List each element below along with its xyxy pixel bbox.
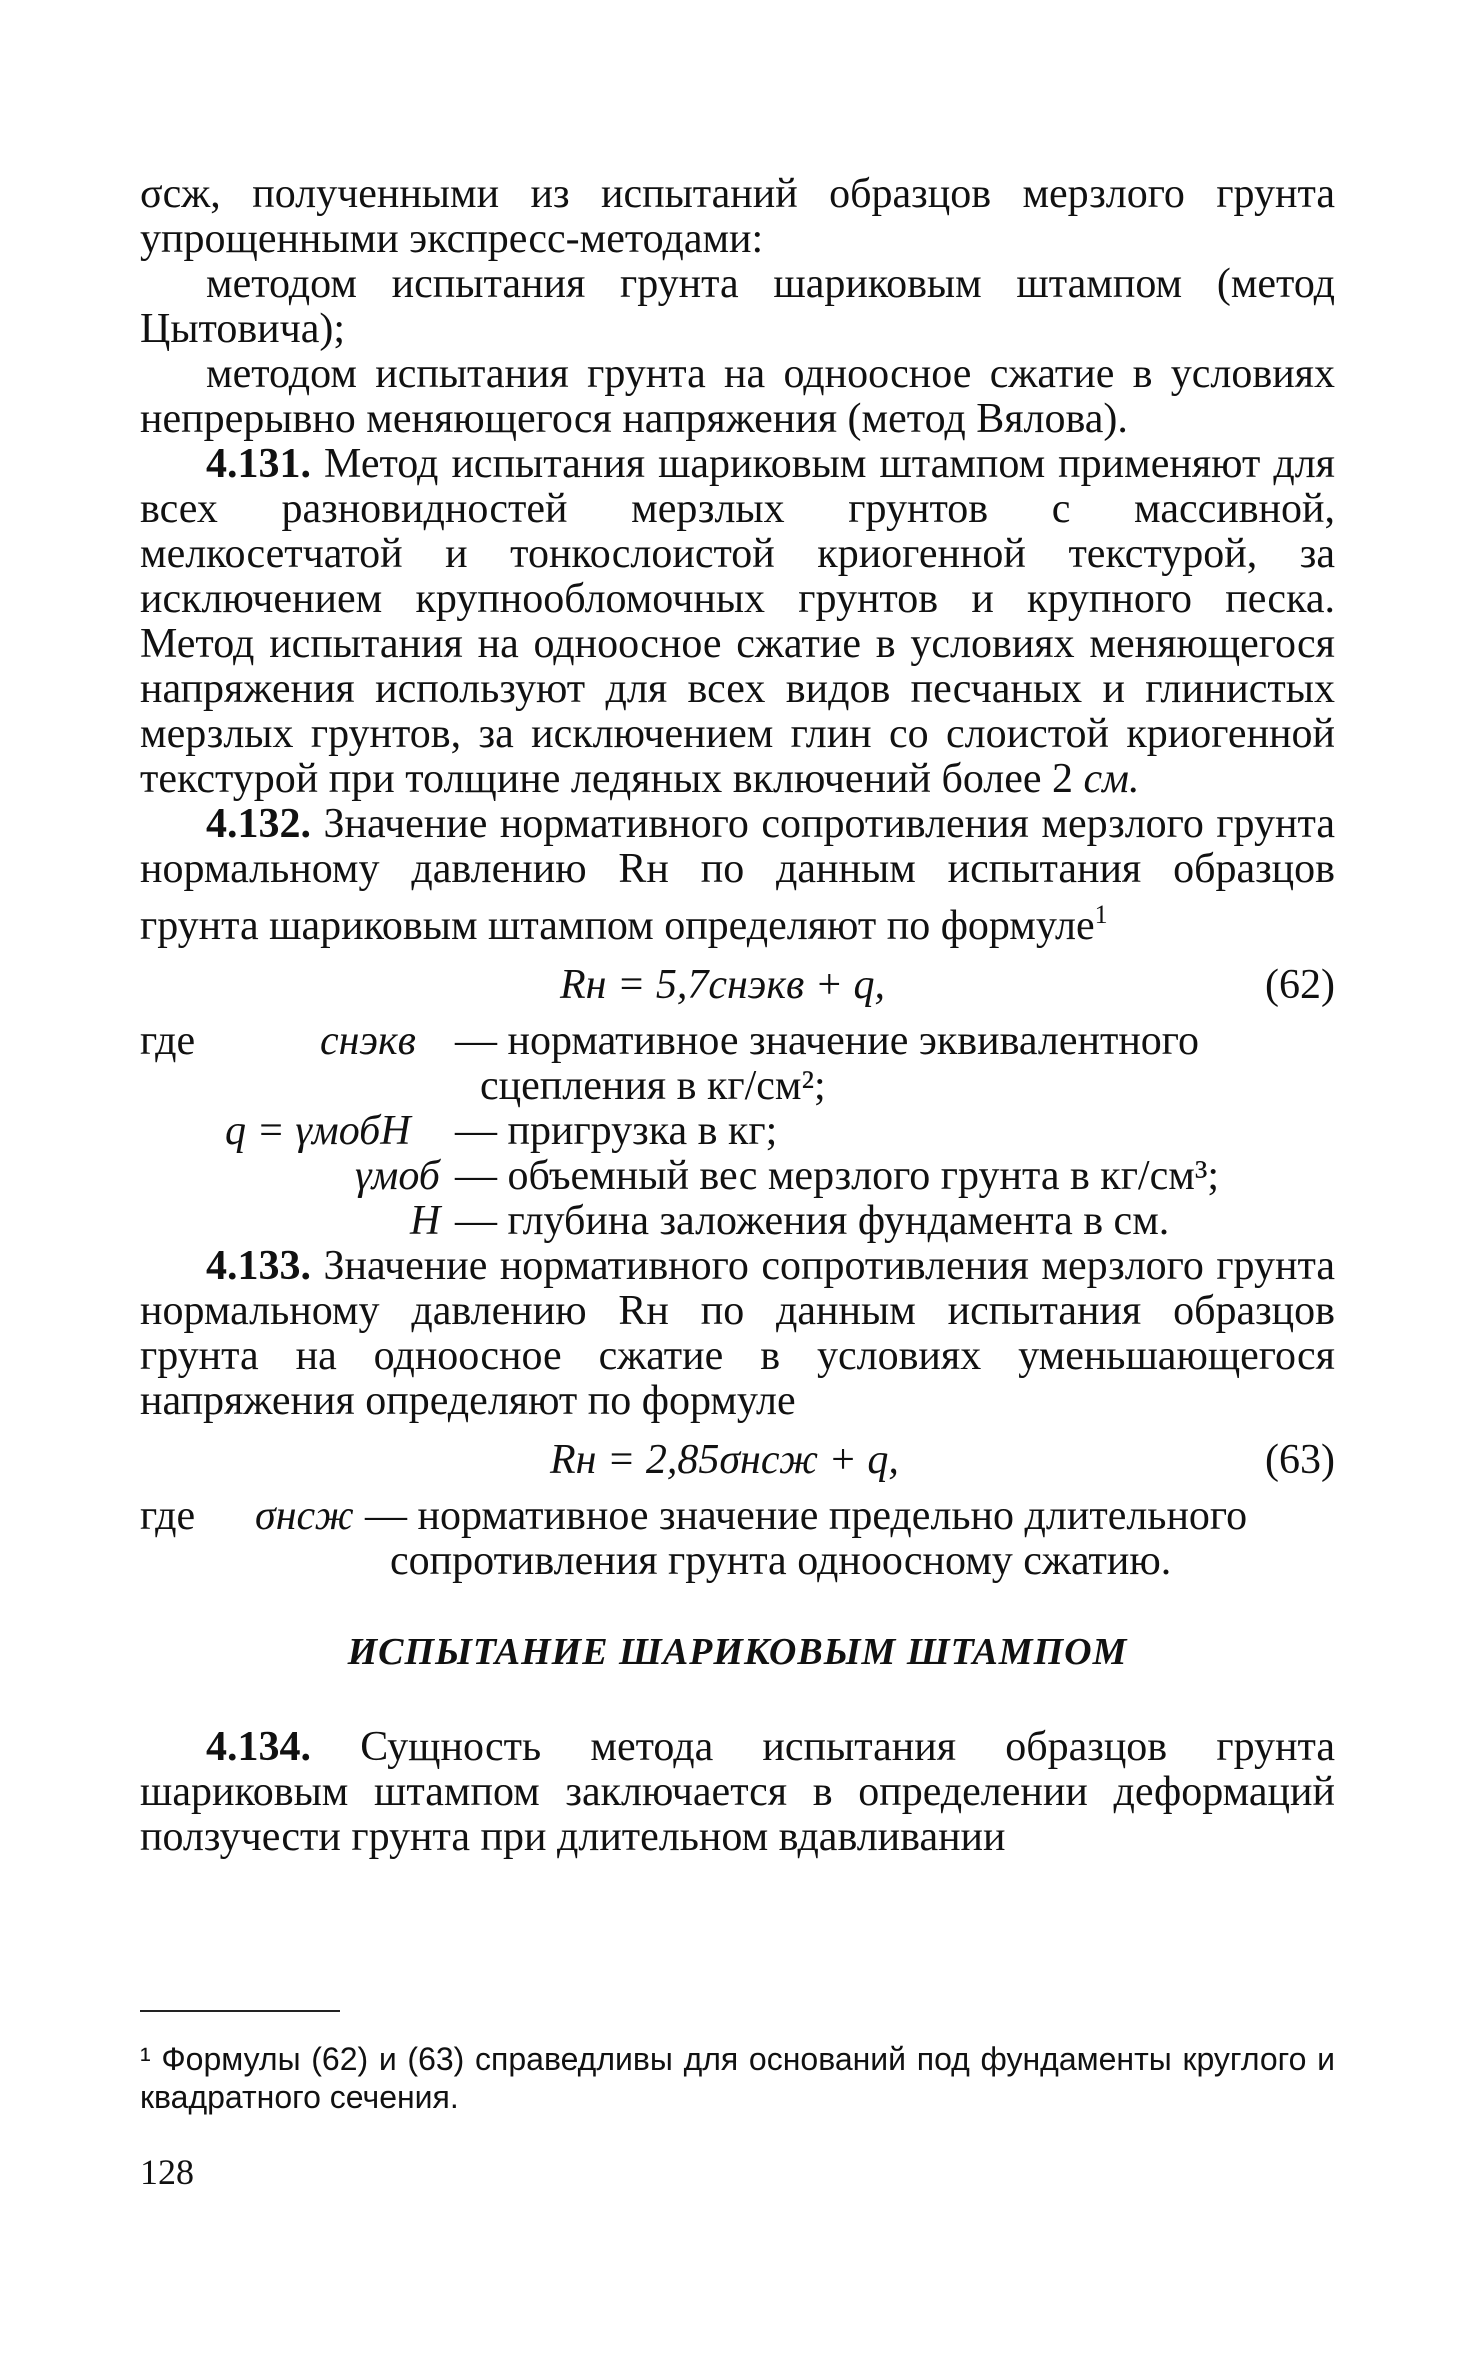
section-number: 4.134. [206, 1724, 311, 1770]
formula-63-legend [140, 1494, 1335, 1584]
symbol-c-ekv: cнэкв [320, 1018, 416, 1064]
formula-number: (63) [1265, 1437, 1335, 1483]
formula-number: (62) [1265, 962, 1335, 1008]
footnote-divider [140, 2010, 340, 2012]
legend-text: — объемный вес мерзлого грунта в кг/см³; [455, 1153, 1220, 1199]
footnote: ¹ Формулы (62) и (63) справедливы для оснований под фундаменты круглого и квадратного сечения. [140, 2041, 1335, 2115]
section-4-131 [140, 442, 1335, 802]
main-text-column [140, 172, 1335, 1860]
legend-text: — глубина заложения фундамента в см. [455, 1198, 1170, 1244]
symbol-q: q = γмобH [225, 1108, 411, 1154]
legend-text: — нормативное значение предельно длительного [365, 1493, 1248, 1539]
footnote-mark: 1 [1094, 900, 1108, 929]
symbol-gamma: γмоб [355, 1153, 440, 1199]
section-number: 4.133. [206, 1243, 311, 1289]
formula-62 [140, 955, 1335, 1017]
formula-63 [140, 1430, 1335, 1492]
legend-text: — пригрузка в кг; [455, 1108, 778, 1154]
formula-expression: Rн = 2,85σнсж + q, [550, 1437, 899, 1483]
formula-62-legend [140, 1019, 1335, 1244]
legend-text: сопротивления грунта одноосному сжатию. [390, 1538, 1172, 1584]
intro-paragraph: σсж, полученными из испытаний образцов мерзлого грунта упрощенными экспресс-методами: [140, 171, 1335, 262]
unit: см. [1083, 756, 1140, 802]
section-text: Метод испытания шариковым штампом применяют для всех разновидностей мерзлых грунтов с массивной, мелкосетчатой и тонкослоистой криогенной текстурой, за исключением крупнообломочных грунтов и крупного песка. Метод испытания на одноосное сжатие в условиях меняющегося напряжения используют для всех видов песчаных и глинистых мерзлых грунтов, за исключением глин со слоистой криогенной текстурой при толщине ледяных включений более 2 [140, 441, 1335, 802]
section-text: Значение нормативного сопротивления мерзлого грунта нормальному давлению Rн по данным испытания образцов грунта на одноосное сжатие в условиях уменьшающегося напряжения определяют по формуле [140, 1243, 1335, 1424]
where-label: где [140, 1493, 196, 1539]
symbol-sigma: σнсж [255, 1493, 354, 1539]
section-4-132 [140, 802, 1335, 949]
section-number: 4.131. [206, 441, 311, 487]
section-text: Сущность метода испытания образцов грунта шариковым штампом заключается в определении деформаций ползучести грунта при длительном вдавливании [140, 1724, 1335, 1860]
intro-item-2: методом испытания грунта на одноосное сжатие в условиях непрерывно меняющегося напряжения (метод Вялова). [140, 351, 1335, 442]
where-label: где [140, 1018, 196, 1064]
formula-expression: Rн = 5,7cнэкв + q, [560, 962, 886, 1008]
section-4-133 [140, 1244, 1335, 1424]
section-number: 4.132. [206, 801, 311, 847]
symbol-h: H [410, 1198, 441, 1244]
legend-text: сцепления в кг/см²; [480, 1063, 826, 1109]
page-number: 128 [140, 2152, 194, 2192]
section-4-134 [140, 1725, 1335, 1860]
section-text: Значение нормативного сопротивления мерзлого грунта нормальному давлению Rн по данным испытания образцов грунта шариковым штампом определяют по формуле [140, 801, 1335, 949]
intro-item-1: методом испытания грунта шариковым штампом (метод Цытовича); [140, 261, 1335, 352]
legend-text: — нормативное значение эквивалентного [455, 1018, 1199, 1064]
section-heading: ИСПЫТАНИЕ ШАРИКОВЫМ ШТАМПОМ [347, 1631, 1128, 1673]
